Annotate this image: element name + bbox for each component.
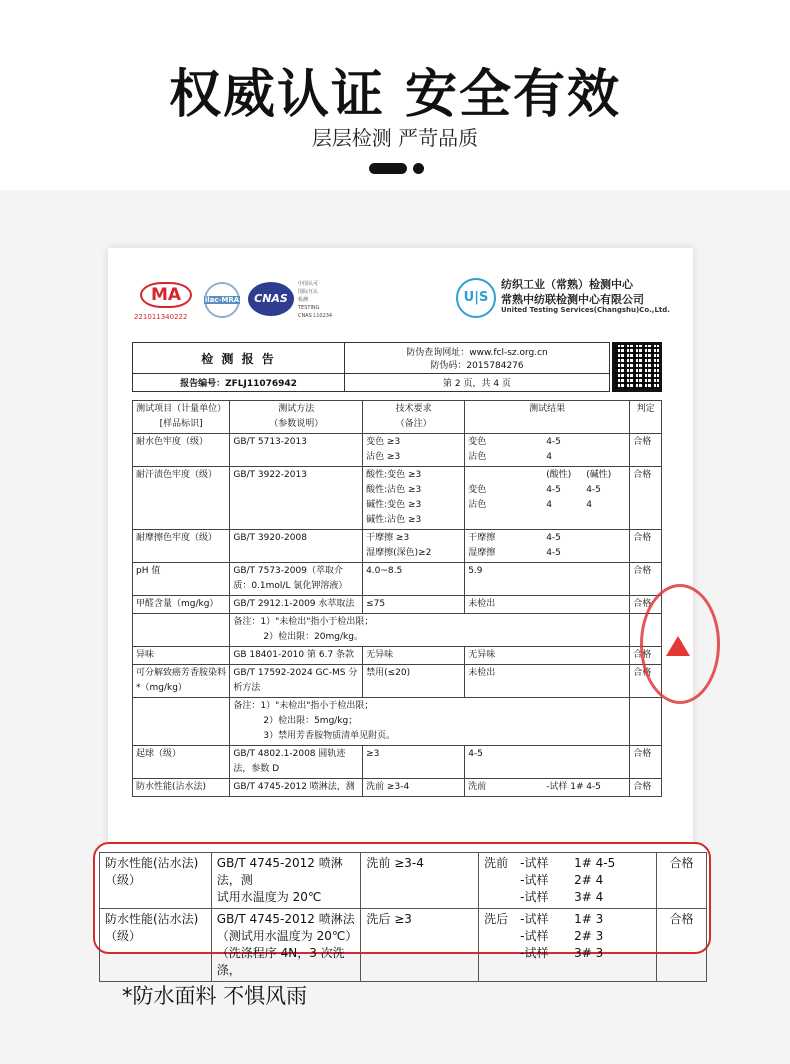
cell-method: GB/T 5713-2013 bbox=[230, 434, 363, 467]
result-value: 未检出 bbox=[468, 668, 496, 678]
header-method: 测试方法 （参数说明） bbox=[230, 401, 363, 434]
header-result: 测试结果 bbox=[465, 401, 630, 434]
zoom-result-value: -试样 bbox=[520, 856, 549, 870]
requirement-line: 干摩擦 ≥3 bbox=[366, 533, 410, 543]
result-grid bbox=[468, 597, 626, 612]
zoom-callout bbox=[93, 842, 711, 977]
verify-code: 防伪码：2015784276 bbox=[430, 361, 524, 371]
result-value: 4-5 bbox=[468, 749, 483, 759]
result-grid bbox=[468, 747, 626, 762]
result-value bbox=[586, 564, 626, 579]
cell-requirement bbox=[363, 746, 465, 779]
cell-judge: 合格 bbox=[630, 746, 662, 779]
cell-result bbox=[465, 563, 630, 596]
table-row bbox=[133, 779, 662, 797]
result-value: 沾色 bbox=[468, 452, 487, 462]
zoom-cell-method bbox=[211, 909, 361, 982]
result-value: 无异味 bbox=[468, 650, 496, 660]
cell-result bbox=[465, 779, 630, 797]
org-name-1: 纺织工业（常熟）检测中心 bbox=[501, 278, 633, 291]
result-value bbox=[468, 468, 546, 483]
org-name-en: United Testing Services(Changshu)Co.,Ltd. bbox=[501, 306, 670, 314]
result-value: (酸性) bbox=[546, 470, 572, 480]
zoom-result-value: 2# 3 bbox=[574, 929, 604, 943]
zoom-item-line: （级） bbox=[105, 929, 142, 943]
requirement-line: 洗前 ≥3-4 bbox=[366, 782, 410, 792]
report-paper bbox=[108, 248, 693, 938]
result-value: 4 bbox=[586, 500, 592, 510]
report-sheet bbox=[118, 258, 683, 938]
zoom-method-line: 试用水温度为 20℃ bbox=[216, 890, 322, 904]
zoom-result-value: 洗前 bbox=[484, 856, 509, 870]
zoom-result-value: 3# 4 bbox=[574, 890, 604, 904]
qr-code bbox=[612, 342, 662, 392]
requirement-line: 禁用(≤20) bbox=[366, 668, 411, 678]
note-line: 3）禁用芳香胺物质清单见附页。 bbox=[263, 731, 396, 741]
zoom-result-value: 洗后 bbox=[484, 912, 509, 926]
cell-requirement bbox=[363, 467, 465, 530]
note-line: 备注：1）"未检出"指小于检出限； bbox=[233, 701, 374, 711]
cell-method: GB/T 4745-2012 喷淋法，测 bbox=[230, 779, 363, 797]
cell-method: GB/T 3920-2008 bbox=[230, 530, 363, 563]
cell-requirement bbox=[363, 647, 465, 665]
cell-requirement bbox=[363, 779, 465, 797]
cell-item: pH 值 bbox=[133, 563, 230, 596]
zoom-cell-item bbox=[100, 909, 212, 982]
cma-logo: MA bbox=[140, 282, 192, 308]
zoom-cell-judge: 合格 bbox=[657, 853, 707, 909]
table-row bbox=[133, 530, 662, 563]
result-value: -试样 1# bbox=[546, 782, 584, 792]
zoom-cell-item bbox=[100, 853, 212, 909]
requirement-line: 4.0~8.5 bbox=[366, 566, 403, 576]
cell-judge: 合格 bbox=[630, 779, 662, 797]
result-grid bbox=[468, 435, 626, 465]
report-title: 检 测 报 告 bbox=[133, 343, 345, 374]
requirement-line: 湿摩擦(深色)≥2 bbox=[366, 548, 432, 558]
cell-item: 耐汗渍色牢度（级） bbox=[133, 467, 230, 530]
zoom-row bbox=[100, 909, 707, 982]
zoom-cell-judge: 合格 bbox=[657, 909, 707, 982]
result-value bbox=[586, 450, 626, 465]
zoom-method-line: GB/T 4745-2012 喷淋法 bbox=[216, 912, 355, 926]
requirement-line: ≥3 bbox=[366, 749, 380, 759]
result-value bbox=[586, 531, 626, 546]
cell-item: 起球（级） bbox=[133, 746, 230, 779]
requirement-line: 酸性:沾色 ≥3 bbox=[366, 485, 422, 495]
page-info: 第 2 页，共 4 页 bbox=[345, 374, 610, 392]
result-value: 4 bbox=[546, 500, 552, 510]
cnas-line: TESTING bbox=[298, 305, 320, 311]
zoom-result-value: -试样 bbox=[520, 873, 549, 887]
requirement-line: 变色 ≥3 bbox=[366, 437, 401, 447]
cell-judge: 合格 bbox=[630, 434, 662, 467]
cell-item: 可分解致癌芳香胺染料*（mg/kg） bbox=[133, 665, 230, 698]
cell-judge: 合格 bbox=[630, 467, 662, 530]
requirement-line: 碱性:沾色 ≥3 bbox=[366, 515, 422, 525]
cell-method: GB/T 7573-2009（萃取介质：0.1mol/L 氯化钾溶液） bbox=[230, 563, 363, 596]
cell-judge: 合格 bbox=[630, 596, 662, 614]
zoom-item-line: 防水性能(沾水法) bbox=[105, 856, 199, 870]
cell-method: GB/T 2912.1-2009 水萃取法 bbox=[230, 596, 363, 614]
result-value: 干摩擦 bbox=[468, 533, 496, 543]
zoom-cell-requirement: 洗后 ≥3 bbox=[361, 909, 479, 982]
result-value bbox=[586, 435, 626, 450]
result-value bbox=[546, 666, 586, 681]
ilac-label: ilac-MRA bbox=[204, 296, 240, 304]
note-cell bbox=[230, 698, 630, 746]
zoom-method-line: GB/T 4745-2012 喷淋法，测 bbox=[216, 856, 343, 887]
result-value: 变色 bbox=[468, 437, 487, 447]
result-value bbox=[586, 648, 626, 663]
note-spacer bbox=[133, 698, 230, 746]
cell-requirement bbox=[363, 530, 465, 563]
zoom-result-value: -试样 bbox=[520, 912, 549, 926]
ilac-logo bbox=[204, 282, 240, 318]
header-judge: 判定 bbox=[630, 401, 662, 434]
result-value: 洗前 bbox=[468, 782, 487, 792]
note-line: 2）检出限：5mg/kg； bbox=[263, 716, 358, 726]
cell-method: GB/T 17592-2024 GC-MS 分析方法 bbox=[230, 665, 363, 698]
cell-result bbox=[465, 467, 630, 530]
note-row bbox=[133, 698, 662, 746]
result-value bbox=[586, 747, 626, 762]
cell-result bbox=[465, 665, 630, 698]
note-spacer bbox=[133, 614, 230, 647]
result-value: 未检出 bbox=[468, 599, 496, 609]
result-value: 沾色 bbox=[468, 500, 487, 510]
zoom-result-grid bbox=[484, 911, 651, 962]
zoom-result-value bbox=[484, 945, 520, 962]
requirement-line: 酸性:变色 ≥3 bbox=[366, 470, 422, 480]
zoom-result-value: -试样 bbox=[520, 929, 549, 943]
divider-dash bbox=[369, 163, 407, 174]
requirement-line: 无异味 bbox=[366, 650, 394, 660]
result-value: 4-5 bbox=[546, 437, 561, 447]
result-value: 4-5 bbox=[546, 485, 561, 495]
table-row bbox=[133, 563, 662, 596]
report-header-table bbox=[132, 342, 610, 392]
table-row bbox=[133, 746, 662, 779]
table-row bbox=[133, 647, 662, 665]
zoom-result-grid bbox=[484, 855, 651, 906]
table-row bbox=[133, 467, 662, 530]
cnas-logo: CNAS bbox=[248, 282, 294, 316]
divider-dot bbox=[413, 163, 424, 174]
cnas-line: 中国认可 bbox=[298, 281, 319, 287]
zoom-method-line: （洗涤程序 4N，3 次洗涤， bbox=[216, 946, 345, 977]
zoom-table bbox=[99, 852, 707, 982]
cnas-caption bbox=[298, 280, 332, 320]
result-value: 5.9 bbox=[468, 566, 483, 576]
result-value: 湿摩擦 bbox=[468, 548, 496, 558]
result-grid bbox=[468, 648, 626, 663]
zoom-cell-result bbox=[479, 853, 657, 909]
uts-logo: U|S bbox=[456, 278, 496, 318]
zoom-cell-requirement: 洗前 ≥3-4 bbox=[361, 853, 479, 909]
cma-number: 221011340222 bbox=[134, 313, 188, 321]
note-line: 备注：1）"未检出"指小于检出限； bbox=[233, 617, 374, 627]
result-value bbox=[546, 597, 586, 612]
note-line: 2）检出限：20mg/kg。 bbox=[263, 632, 363, 642]
note-cell bbox=[230, 614, 630, 647]
table-header-row bbox=[133, 401, 662, 434]
note-row bbox=[133, 614, 662, 647]
result-grid bbox=[468, 666, 626, 681]
zoom-result-value: -试样 bbox=[520, 890, 549, 904]
page-subtitle: 层层检测 严苛品质 bbox=[311, 126, 479, 150]
table-row bbox=[133, 596, 662, 614]
cell-result bbox=[465, 746, 630, 779]
result-value bbox=[586, 597, 626, 612]
page-title: 权威认证 安全有效 bbox=[168, 65, 622, 125]
cell-requirement bbox=[363, 563, 465, 596]
requirement-line: ≤75 bbox=[366, 599, 386, 609]
cell-item: 甲醛含量（mg/kg） bbox=[133, 596, 230, 614]
header-item: 测试项目（计量单位） [样品标识] bbox=[133, 401, 230, 434]
result-value: 变色 bbox=[468, 485, 487, 495]
cell-result bbox=[465, 434, 630, 467]
result-value bbox=[546, 648, 586, 663]
cell-judge: 合格 bbox=[630, 563, 662, 596]
result-value bbox=[586, 666, 626, 681]
cell-result bbox=[465, 530, 630, 563]
cell-method: GB/T 4802.1-2008 圆轨迹法，参数 D bbox=[230, 746, 363, 779]
cell-item: 异味 bbox=[133, 647, 230, 665]
zoom-result-value bbox=[484, 889, 520, 906]
result-value: 4-5 bbox=[546, 533, 561, 543]
zoom-result-value bbox=[484, 928, 520, 945]
stamp-star-icon bbox=[666, 636, 690, 656]
zoom-result-value: -试样 bbox=[520, 946, 549, 960]
zoom-item-line: 防水性能(沾水法) bbox=[105, 912, 199, 926]
promo-header bbox=[0, 0, 790, 190]
cell-method: GB 18401-2010 第 6.7 条款 bbox=[230, 647, 363, 665]
zoom-row bbox=[100, 853, 707, 909]
zoom-item-line: （级） bbox=[105, 873, 142, 887]
zoom-result-value: 3# 3 bbox=[574, 946, 604, 960]
cnas-line: 国际互认 bbox=[298, 289, 319, 295]
zoom-result-value: 1# 3 bbox=[574, 912, 604, 926]
cell-requirement bbox=[363, 596, 465, 614]
cell-judge: 合格 bbox=[630, 647, 662, 665]
cell-requirement bbox=[363, 434, 465, 467]
zoom-result-value bbox=[484, 872, 520, 889]
table-row bbox=[133, 434, 662, 467]
cnas-line: CNAS L10234 bbox=[298, 313, 333, 319]
tagline: *防水面料 不惧风雨 bbox=[122, 984, 308, 1008]
result-value: 4-5 bbox=[586, 485, 601, 495]
verify-url: 防伪查询网址：www.fcl-sz.org.cn bbox=[406, 348, 548, 358]
cell-result bbox=[465, 647, 630, 665]
requirement-line: 碱性:变色 ≥3 bbox=[366, 500, 422, 510]
cell-requirement bbox=[363, 665, 465, 698]
zoom-cell-result bbox=[479, 909, 657, 982]
zoom-cell-method bbox=[211, 853, 361, 909]
cell-judge: 合格 bbox=[630, 665, 662, 698]
result-value bbox=[546, 747, 586, 762]
zoom-result-value: 1# 4-5 bbox=[574, 856, 616, 870]
result-value bbox=[586, 546, 626, 561]
zoom-method-line: （测试用水温度为 20℃） bbox=[216, 929, 358, 943]
cell-item: 耐水色牢度（级） bbox=[133, 434, 230, 467]
cell-judge: 合格 bbox=[630, 530, 662, 563]
test-results-table bbox=[132, 400, 662, 797]
table-row bbox=[133, 665, 662, 698]
result-value: 4-5 bbox=[586, 782, 601, 792]
cell-result bbox=[465, 596, 630, 614]
header-requirement: 技术要求 （备注） bbox=[363, 401, 465, 434]
requirement-line: 沾色 ≥3 bbox=[366, 452, 401, 462]
verify-info bbox=[345, 343, 610, 374]
result-grid bbox=[468, 468, 626, 513]
note-spacer bbox=[630, 698, 662, 746]
org-name-2: 常熟中纺联检测中心有限公司 bbox=[501, 293, 644, 306]
cnas-line: 检测 bbox=[298, 297, 309, 303]
cell-item: 防水性能(沾水法) bbox=[133, 779, 230, 797]
cell-method: GB/T 3922-2013 bbox=[230, 467, 363, 530]
cell-item: 耐摩擦色牢度（级） bbox=[133, 530, 230, 563]
result-grid bbox=[468, 780, 626, 795]
result-value bbox=[546, 564, 586, 579]
result-value: 4-5 bbox=[546, 548, 561, 558]
zoom-result-value: 2# 4 bbox=[574, 873, 604, 887]
report-number: 报告编号：ZFLJ11076942 bbox=[133, 374, 345, 392]
result-value: (碱性) bbox=[586, 470, 612, 480]
result-value: 4 bbox=[546, 452, 552, 462]
result-grid bbox=[468, 531, 626, 561]
result-grid bbox=[468, 564, 626, 579]
